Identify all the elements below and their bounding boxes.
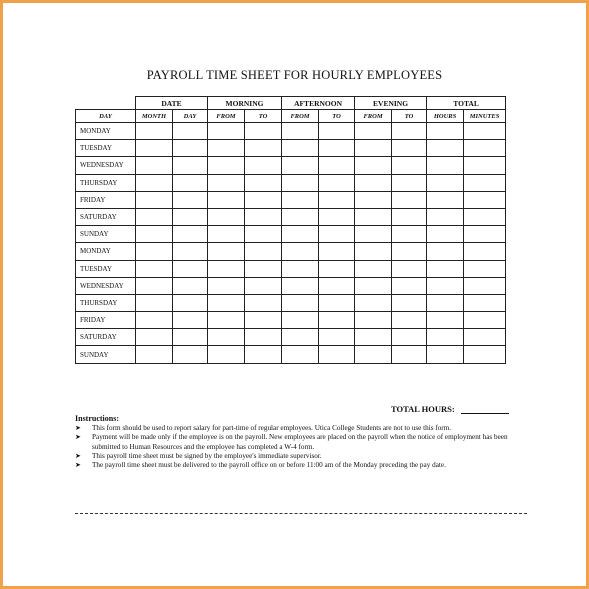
afternoon-to-cell[interactable] xyxy=(319,191,355,208)
month-cell[interactable] xyxy=(136,277,173,294)
afternoon-from-cell[interactable] xyxy=(282,329,319,346)
day-label: THURSDAY xyxy=(76,174,136,191)
afternoon-from-cell[interactable] xyxy=(282,208,319,225)
sub-header-afternoon-to: TO xyxy=(319,110,355,123)
corner-cell xyxy=(76,97,136,110)
arrow-bullet-icon: ➤ xyxy=(75,433,81,442)
month-cell[interactable] xyxy=(136,294,173,311)
table-row xyxy=(76,243,506,260)
month-cell[interactable] xyxy=(136,312,173,329)
day-cell[interactable] xyxy=(173,294,208,311)
day-label: MONDAY xyxy=(76,123,136,140)
instruction-text: Payment will be made only if the employee is on the payroll. New employees are placed on the payroll when the notice of employment has been submitted to Human Resources and the employee has completed a W-4 form. xyxy=(92,433,508,451)
hours-cell[interactable] xyxy=(427,312,464,329)
morning-from-cell[interactable] xyxy=(208,174,245,191)
instructions-list xyxy=(75,424,515,470)
instructions-section xyxy=(75,414,515,470)
table-row xyxy=(76,140,506,157)
afternoon-from-cell[interactable] xyxy=(282,157,319,174)
afternoon-to-cell[interactable] xyxy=(319,260,355,277)
sub-header-month: MONTH xyxy=(136,110,173,123)
morning-from-cell[interactable] xyxy=(208,277,245,294)
morning-to-cell[interactable] xyxy=(245,208,282,225)
morning-to-cell[interactable] xyxy=(245,157,282,174)
month-cell[interactable] xyxy=(136,174,173,191)
instruction-text: This payroll time sheet must be signed by the employee's immediate supervisor. xyxy=(92,451,322,460)
day-cell[interactable] xyxy=(173,191,208,208)
month-cell[interactable] xyxy=(136,329,173,346)
day-label: THURSDAY xyxy=(76,294,136,311)
afternoon-to-cell[interactable] xyxy=(319,329,355,346)
instruction-item xyxy=(75,424,515,433)
evening-from-cell[interactable] xyxy=(355,208,392,225)
afternoon-to-cell[interactable] xyxy=(319,157,355,174)
hours-cell[interactable] xyxy=(427,157,464,174)
afternoon-from-cell[interactable] xyxy=(282,294,319,311)
evening-to-cell[interactable] xyxy=(392,123,427,140)
morning-to-cell[interactable] xyxy=(245,294,282,311)
evening-to-cell[interactable] xyxy=(392,260,427,277)
evening-to-cell[interactable] xyxy=(392,157,427,174)
afternoon-to-cell[interactable] xyxy=(319,312,355,329)
table-row xyxy=(76,329,506,346)
sub-header-hours: HOURS xyxy=(427,110,464,123)
day-label: SATURDAY xyxy=(76,329,136,346)
hours-cell[interactable] xyxy=(427,329,464,346)
day-label: TUESDAY xyxy=(76,260,136,277)
page-title: PAYROLL TIME SHEET FOR HOURLY EMPLOYEES xyxy=(146,68,443,82)
day-label: SUNDAY xyxy=(76,346,136,363)
morning-to-cell[interactable] xyxy=(245,140,282,157)
evening-from-cell[interactable] xyxy=(355,191,392,208)
day-label: MONDAY xyxy=(76,243,136,260)
hours-cell[interactable] xyxy=(427,174,464,191)
instruction-item xyxy=(75,461,515,470)
month-cell[interactable] xyxy=(136,191,173,208)
month-cell[interactable] xyxy=(136,208,173,225)
day-cell[interactable] xyxy=(173,277,208,294)
day-label: WEDNESDAY xyxy=(76,157,136,174)
day-cell[interactable] xyxy=(173,243,208,260)
evening-to-cell[interactable] xyxy=(392,208,427,225)
evening-from-cell[interactable] xyxy=(355,329,392,346)
month-cell[interactable] xyxy=(136,346,173,363)
day-label: TUESDAY xyxy=(76,140,136,157)
instructions-title: Instructions: xyxy=(75,414,120,423)
evening-to-cell[interactable] xyxy=(392,174,427,191)
day-cell[interactable] xyxy=(173,312,208,329)
evening-from-cell[interactable] xyxy=(355,174,392,191)
month-cell[interactable] xyxy=(136,260,173,277)
afternoon-to-cell[interactable] xyxy=(319,226,355,243)
group-header-row xyxy=(76,97,506,110)
morning-to-cell[interactable] xyxy=(245,346,282,363)
morning-from-cell[interactable] xyxy=(208,312,245,329)
afternoon-to-cell[interactable] xyxy=(319,123,355,140)
arrow-bullet-icon: ➤ xyxy=(75,461,81,470)
morning-to-cell[interactable] xyxy=(245,191,282,208)
minutes-cell[interactable] xyxy=(464,346,506,363)
evening-from-cell[interactable] xyxy=(355,277,392,294)
minutes-cell[interactable] xyxy=(464,123,506,140)
day-cell[interactable] xyxy=(173,140,208,157)
morning-from-cell[interactable] xyxy=(208,260,245,277)
month-cell[interactable] xyxy=(136,140,173,157)
day-label: SATURDAY xyxy=(76,208,136,225)
arrow-bullet-icon: ➤ xyxy=(75,451,81,460)
minutes-cell[interactable] xyxy=(464,260,506,277)
evening-to-cell[interactable] xyxy=(392,191,427,208)
evening-from-cell[interactable] xyxy=(355,294,392,311)
day-cell[interactable] xyxy=(173,174,208,191)
hours-cell[interactable] xyxy=(427,191,464,208)
instruction-text: The payroll time sheet must be delivered to the payroll office on or before 11:00 am of the Monday preceding the pay date. xyxy=(92,461,446,470)
instruction-item xyxy=(75,433,515,451)
morning-from-cell[interactable] xyxy=(208,329,245,346)
afternoon-from-cell[interactable] xyxy=(282,243,319,260)
hours-cell[interactable] xyxy=(427,294,464,311)
evening-to-cell[interactable] xyxy=(392,329,427,346)
evening-to-cell[interactable] xyxy=(392,277,427,294)
day-cell[interactable] xyxy=(173,157,208,174)
day-cell[interactable] xyxy=(173,208,208,225)
sub-header-minutes: MINUTES xyxy=(464,110,506,123)
afternoon-from-cell[interactable] xyxy=(282,260,319,277)
morning-from-cell[interactable] xyxy=(208,243,245,260)
day-cell[interactable] xyxy=(173,346,208,363)
minutes-cell[interactable] xyxy=(464,226,506,243)
table-row xyxy=(76,260,506,277)
sub-header-morning-from: FROM xyxy=(208,110,245,123)
evening-to-cell[interactable] xyxy=(392,346,427,363)
morning-from-cell[interactable] xyxy=(208,140,245,157)
evening-from-cell[interactable] xyxy=(355,226,392,243)
hours-cell[interactable] xyxy=(427,208,464,225)
minutes-cell[interactable] xyxy=(464,208,506,225)
sub-header-afternoon-from: FROM xyxy=(282,110,319,123)
evening-to-cell[interactable] xyxy=(392,294,427,311)
table-row xyxy=(76,294,506,311)
morning-from-cell[interactable] xyxy=(208,346,245,363)
timesheet-table xyxy=(75,96,506,364)
minutes-cell[interactable] xyxy=(464,294,506,311)
table-row xyxy=(76,191,506,208)
afternoon-from-cell[interactable] xyxy=(282,226,319,243)
hours-cell[interactable] xyxy=(427,140,464,157)
group-header-date: DATE xyxy=(136,97,208,110)
minutes-cell[interactable] xyxy=(464,277,506,294)
hours-cell[interactable] xyxy=(427,346,464,363)
evening-from-cell[interactable] xyxy=(355,260,392,277)
sub-header-evening-from: FROM xyxy=(355,110,392,123)
dashed-separator xyxy=(75,513,527,514)
hours-cell[interactable] xyxy=(427,243,464,260)
evening-to-cell[interactable] xyxy=(392,226,427,243)
afternoon-from-cell[interactable] xyxy=(282,140,319,157)
day-cell[interactable] xyxy=(173,226,208,243)
hours-cell[interactable] xyxy=(427,123,464,140)
month-cell[interactable] xyxy=(136,157,173,174)
evening-to-cell[interactable] xyxy=(392,243,427,260)
evening-from-cell[interactable] xyxy=(355,312,392,329)
group-header-afternoon: AFTERNOON xyxy=(282,97,355,110)
day-label: WEDNESDAY xyxy=(76,277,136,294)
morning-from-cell[interactable] xyxy=(208,123,245,140)
month-cell[interactable] xyxy=(136,243,173,260)
morning-from-cell[interactable] xyxy=(208,294,245,311)
day-cell[interactable] xyxy=(173,123,208,140)
evening-to-cell[interactable] xyxy=(392,140,427,157)
group-header-morning: MORNING xyxy=(208,97,282,110)
morning-from-cell[interactable] xyxy=(208,226,245,243)
total-hours-label: TOTAL HOURS: xyxy=(391,404,455,414)
minutes-cell[interactable] xyxy=(464,191,506,208)
morning-to-cell[interactable] xyxy=(245,312,282,329)
hours-cell[interactable] xyxy=(427,226,464,243)
afternoon-to-cell[interactable] xyxy=(319,294,355,311)
morning-to-cell[interactable] xyxy=(245,226,282,243)
afternoon-to-cell[interactable] xyxy=(319,243,355,260)
morning-to-cell[interactable] xyxy=(245,260,282,277)
minutes-cell[interactable] xyxy=(464,243,506,260)
evening-from-cell[interactable] xyxy=(355,140,392,157)
afternoon-from-cell[interactable] xyxy=(282,174,319,191)
minutes-cell[interactable] xyxy=(464,174,506,191)
evening-from-cell[interactable] xyxy=(355,157,392,174)
day-label: FRIDAY xyxy=(76,312,136,329)
afternoon-from-cell[interactable] xyxy=(282,277,319,294)
evening-to-cell[interactable] xyxy=(392,312,427,329)
afternoon-to-cell[interactable] xyxy=(319,346,355,363)
sub-header-evening-to: TO xyxy=(392,110,427,123)
group-header-total: TOTAL xyxy=(427,97,506,110)
minutes-cell[interactable] xyxy=(464,140,506,157)
afternoon-to-cell[interactable] xyxy=(319,174,355,191)
instruction-text: This form should be used to report salary for part-time of regular employees. Utica College Students are not to use this form. xyxy=(92,424,452,433)
afternoon-to-cell[interactable] xyxy=(319,208,355,225)
morning-to-cell[interactable] xyxy=(245,123,282,140)
afternoon-to-cell[interactable] xyxy=(319,140,355,157)
hours-cell[interactable] xyxy=(427,277,464,294)
morning-from-cell[interactable] xyxy=(208,157,245,174)
sub-header-morning-to: TO xyxy=(245,110,282,123)
minutes-cell[interactable] xyxy=(464,312,506,329)
instruction-item xyxy=(75,452,515,461)
morning-to-cell[interactable] xyxy=(245,243,282,260)
hours-cell[interactable] xyxy=(427,260,464,277)
table-row xyxy=(76,312,506,329)
sub-header-day: DAY xyxy=(173,110,208,123)
afternoon-from-cell[interactable] xyxy=(282,312,319,329)
morning-to-cell[interactable] xyxy=(245,174,282,191)
minutes-cell[interactable] xyxy=(464,329,506,346)
evening-from-cell[interactable] xyxy=(355,346,392,363)
table-row xyxy=(76,157,506,174)
morning-to-cell[interactable] xyxy=(245,329,282,346)
afternoon-to-cell[interactable] xyxy=(319,277,355,294)
day-cell[interactable] xyxy=(173,260,208,277)
evening-from-cell[interactable] xyxy=(355,123,392,140)
group-header-evening: EVENING xyxy=(355,97,427,110)
day-label: FRIDAY xyxy=(76,191,136,208)
day-label: SUNDAY xyxy=(76,226,136,243)
day-cell[interactable] xyxy=(173,329,208,346)
table-row xyxy=(76,346,506,363)
afternoon-from-cell[interactable] xyxy=(282,346,319,363)
morning-from-cell[interactable] xyxy=(208,191,245,208)
table-row xyxy=(76,123,506,140)
morning-from-cell[interactable] xyxy=(208,208,245,225)
table-row xyxy=(76,226,506,243)
table-row xyxy=(76,208,506,225)
afternoon-from-cell[interactable] xyxy=(282,191,319,208)
minutes-cell[interactable] xyxy=(464,157,506,174)
afternoon-from-cell[interactable] xyxy=(282,123,319,140)
month-cell[interactable] xyxy=(136,123,173,140)
month-cell[interactable] xyxy=(136,226,173,243)
table-row xyxy=(76,277,506,294)
morning-to-cell[interactable] xyxy=(245,277,282,294)
evening-from-cell[interactable] xyxy=(355,243,392,260)
arrow-bullet-icon: ➤ xyxy=(75,424,81,433)
sub-header-day-name: DAY xyxy=(76,110,136,123)
sub-header-row xyxy=(76,110,506,123)
table-row xyxy=(76,174,506,191)
